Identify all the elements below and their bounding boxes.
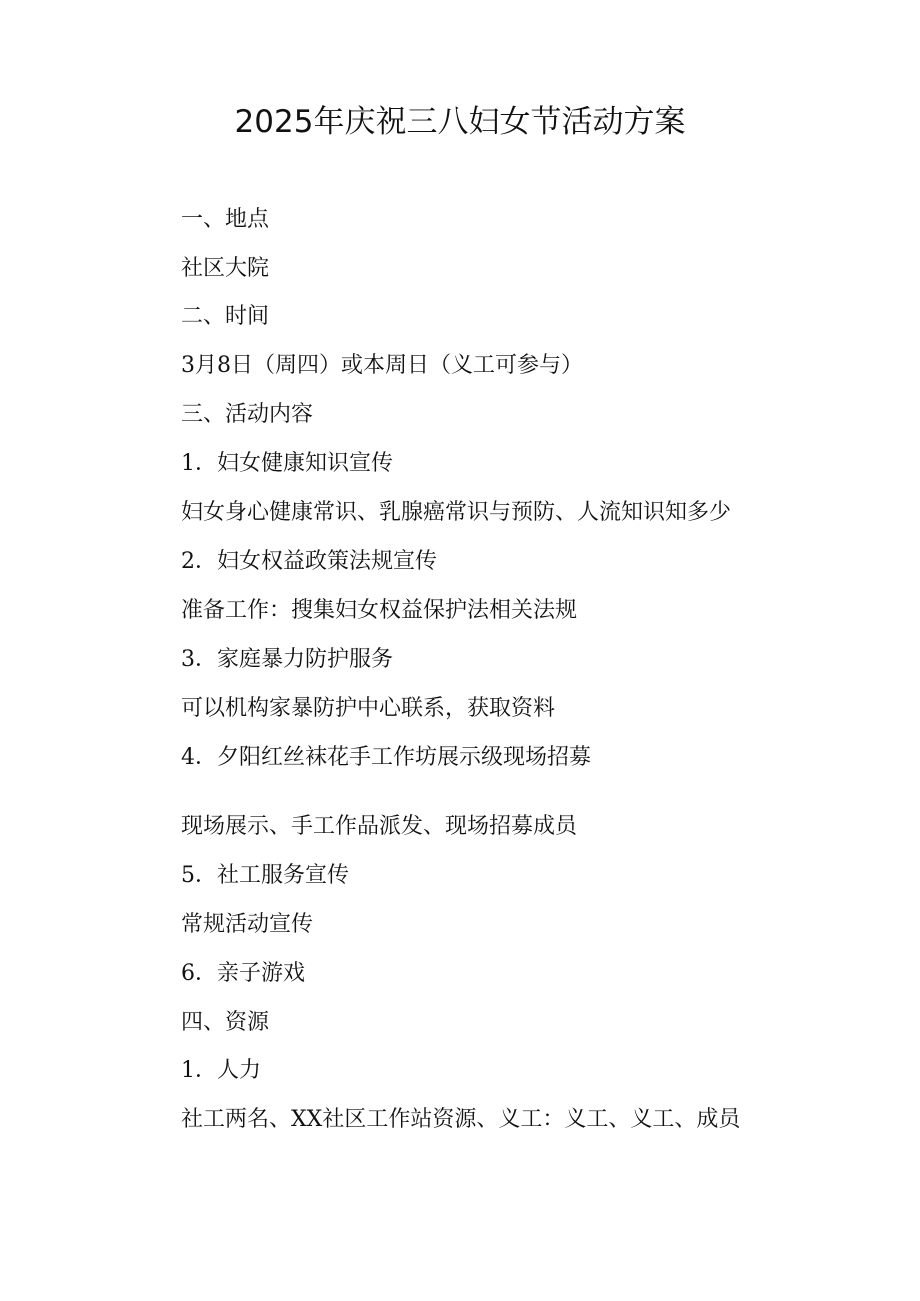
section-heading-location: 一、地点 — [181, 207, 270, 232]
content-item-4-text: 现场展示、手工作品派发、现场招募成员 — [181, 814, 578, 839]
content-item-6-heading: 6．亲子游戏 — [181, 961, 305, 986]
resources-item-1-text: 社工两名、XX社区工作站资源、义工：义工、义工、成员 — [181, 1107, 741, 1132]
section-heading-content: 三、活动内容 — [181, 402, 314, 427]
location-text: 社区大院 — [181, 256, 270, 281]
content-item-5-text: 常规活动宣传 — [181, 912, 314, 937]
content-item-3-heading: 3．家庭暴力防护服务 — [181, 647, 393, 672]
content-item-3-text: 可以机构家暴防护中心联系，获取资料 — [181, 696, 556, 721]
section-heading-resources: 四、资源 — [181, 1010, 270, 1035]
content-item-1-heading: 1．妇女健康知识宣传 — [181, 451, 393, 476]
content-item-2-heading: 2．妇女权益政策法规宣传 — [181, 549, 437, 574]
time-text: 3月8日（周四）或本周日（义工可参与） — [181, 353, 583, 378]
content-item-4-heading: 4．夕阳红丝袜花手工作坊展示级现场招募 — [181, 745, 591, 770]
content-item-1-text: 妇女身心健康常识、乳腺癌常识与预防、人流知识知多少 — [181, 500, 732, 525]
resources-item-1-heading: 1．人力 — [181, 1058, 261, 1083]
content-item-5-heading: 5．社工服务宣传 — [181, 863, 349, 888]
section-heading-time: 二、时间 — [181, 304, 270, 329]
content-item-2-text: 准备工作：搜集妇女权益保护法相关法规 — [181, 598, 578, 623]
document-title: 2025年庆祝三八妇女节活动方案 — [234, 104, 686, 140]
